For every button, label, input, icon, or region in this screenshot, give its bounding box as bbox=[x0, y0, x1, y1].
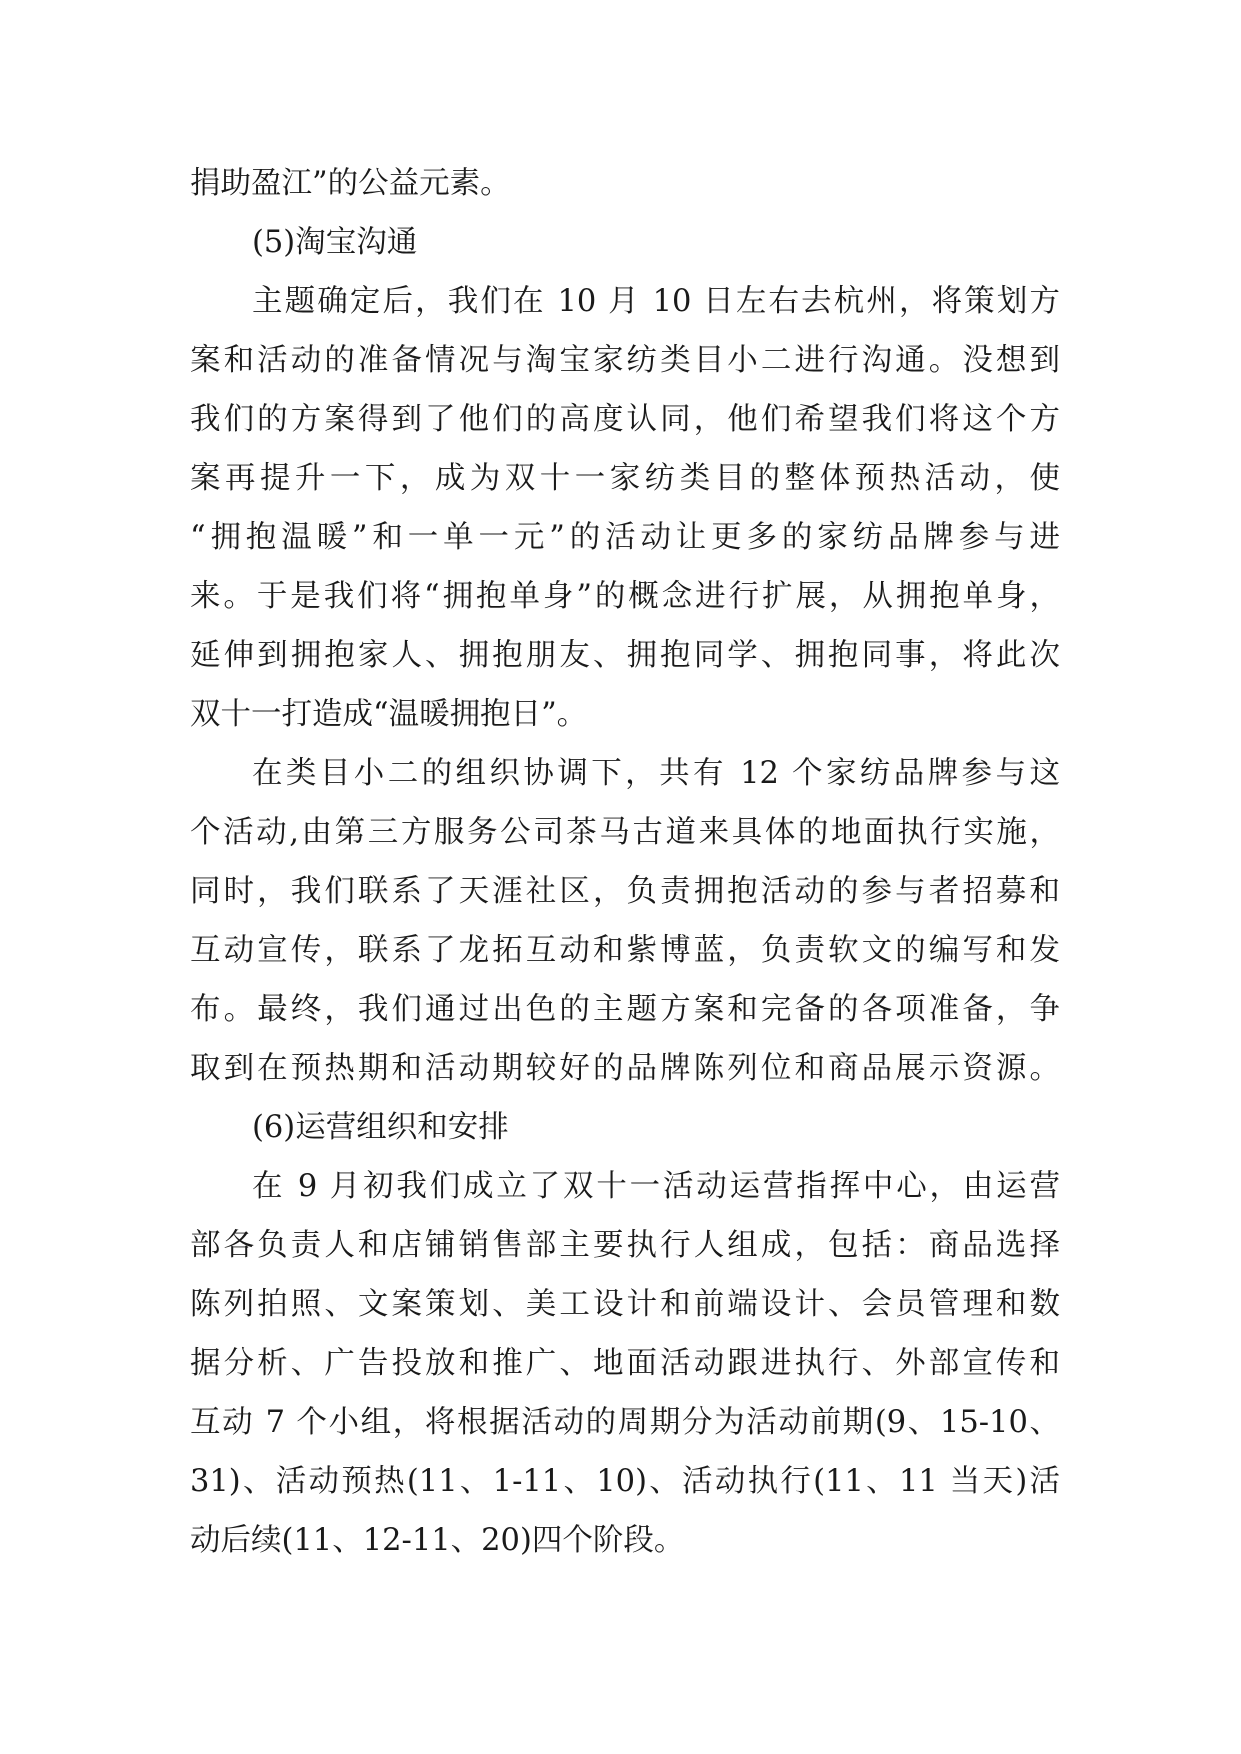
paragraph-line: 动后续(11、12-11、20)四个阶段。 bbox=[190, 1523, 685, 1558]
paragraph-line: 陈列拍照、文案策划、美工设计和前端设计、会员管理和数 bbox=[190, 1287, 1060, 1322]
paragraph-line: 在 9 月初我们成立了双十一活动运营指挥中心，由运营 bbox=[252, 1169, 1060, 1204]
paragraph-line: 案再提升一下，成为双十一家纺类目的整体预热活动，使 bbox=[190, 461, 1060, 496]
paragraph-line: 延伸到拥抱家人、拥抱朋友、拥抱同学、拥抱同事，将此次 bbox=[190, 638, 1060, 673]
paragraph-line: 在类目小二的组织协调下，共有 12 个家纺品牌参与这 bbox=[252, 756, 1060, 791]
paragraph-line: 互动宣传，联系了龙拓互动和紫博蓝，负责软文的编写和发 bbox=[190, 933, 1060, 968]
paragraph-line: 双十一打造成“温暖拥抱日”。 bbox=[190, 697, 588, 732]
section-heading: (5)淘宝沟通 bbox=[252, 225, 418, 260]
paragraph-line: 我们的方案得到了他们的高度认同，他们希望我们将这个方 bbox=[190, 402, 1060, 437]
paragraph-line: “拥抱温暖”和一单一元”的活动让更多的家纺品牌参与进 bbox=[190, 520, 1060, 555]
text-line: 捐助盈江”的公益元素。 bbox=[190, 166, 511, 201]
paragraph-line: 部各负责人和店铺销售部主要执行人组成，包括：商品选择 bbox=[190, 1228, 1060, 1263]
paragraph-line: 布。最终，我们通过出色的主题方案和完备的各项准备，争 bbox=[190, 992, 1060, 1027]
section-heading: (6)运营组织和安排 bbox=[252, 1110, 509, 1145]
paragraph-line: 同时，我们联系了天涯社区，负责拥抱活动的参与者招募和 bbox=[190, 874, 1060, 909]
paragraph-line: 31)、活动预热(11、1-11、10)、活动执行(11、11 当天)活 bbox=[190, 1464, 1060, 1499]
paragraph-line: 个活动,由第三方服务公司茶马古道来具体的地面执行实施， bbox=[190, 815, 1060, 850]
paragraph-line: 互动 7 个小组，将根据活动的周期分为活动前期(9、15-10、 bbox=[190, 1405, 1060, 1440]
paragraph-line: 来。于是我们将“拥抱单身”的概念进行扩展，从拥抱单身， bbox=[190, 579, 1060, 614]
paragraph-line: 据分析、广告投放和推广、地面活动跟进执行、外部宣传和 bbox=[190, 1346, 1060, 1381]
paragraph-line: 案和活动的准备情况与淘宝家纺类目小二进行沟通。没想到 bbox=[190, 343, 1060, 378]
paragraph-line: 主题确定后，我们在 10 月 10 日左右去杭州，将策划方 bbox=[252, 284, 1060, 319]
paragraph-line: 取到在预热期和活动期较好的品牌陈列位和商品展示资源。 bbox=[190, 1051, 1060, 1086]
